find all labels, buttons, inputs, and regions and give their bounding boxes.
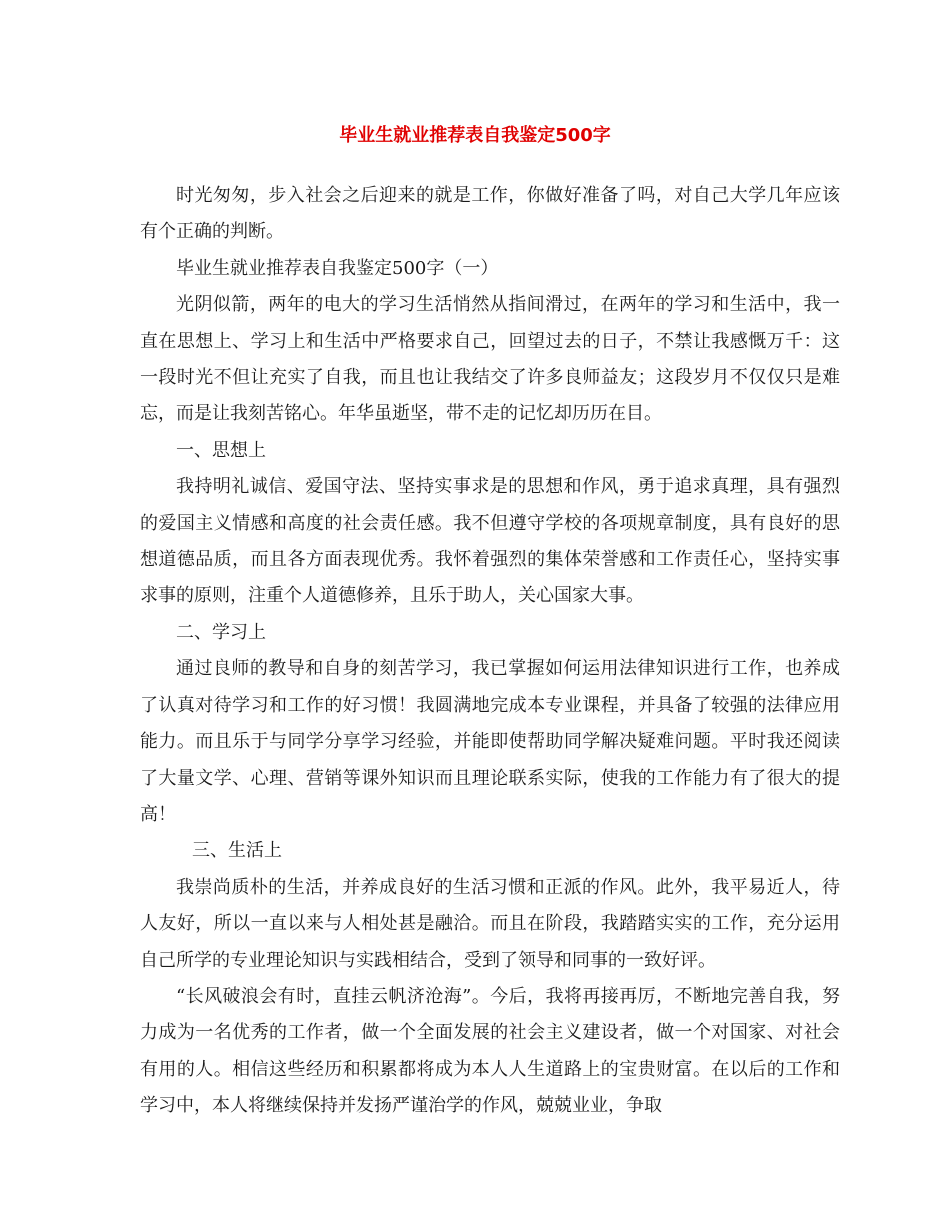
paragraph-3: 通过良师的教导和自身的刻苦学习，我已掌握如何运用法律知识进行工作，也养成了认真对待学习和工作的好习惯！我圆满地完成本专业课程，并具备了较强的法律应用能力。而且乐于与同学分享学习经验，并能即使帮助同学解决疑难问题。平时我还阅读了大量文学、心理、营销等课外知识而且理论联系实际，使我的工作能力有了很大的提高！ [140,658,840,825]
document-title: 毕业生就业推荐表自我鉴定500字 [339,125,611,146]
paragraph-5: “长风破浪会有时，直挂云帆济沧海”。今后，我将再接再厉，不断地完善自我，努力成为一名优秀的工作者，做一个全面发展的社会主义建设者，做一个对国家、对社会有用的人。相信这些经历和积累都将成为本人人生道路上的宝贵财富。在以后的工作和学习中，本人将继续保持并发扬严谨治学的作风，兢兢业业，争取 [140,985,840,1117]
heading-thought: 一、思想上 [176,439,266,461]
heading-life: 三、生活上 [192,840,282,862]
intro-paragraph: 时光匆匆，步入社会之后迎来的就是工作，你做好准备了吗，对自己大学几年应该有个正确的判断。 [140,185,840,243]
paragraph-4: 我崇尚质朴的生活，并养成良好的生活习惯和正派的作风。此外，我平易近人，待人友好，所以一直以来与人相处甚是融洽。而且在阶段，我踏踏实实的工作，充分运用自己所学的专业理论知识与实践相结合，受到了领导和同事的一致好评。 [140,876,840,971]
heading-study: 二、学习上 [176,621,266,643]
paragraph-2: 我持明礼诚信、爱国守法、坚持实事求是的思想和作风，勇于追求真理，具有强烈的爱国主义情感和高度的社会责任感。我不但遵守学校的各项规章制度，具有良好的思想道德品质，而且各方面表现优秀。我怀着强烈的集体荣誉感和工作责任心，坚持实事求事的原则，注重个人道德修养，且乐于助人，关心国家大事。 [140,476,840,607]
section-title: 毕业生就业推荐表自我鉴定500字（一） [176,257,499,279]
paragraph-1: 光阴似箭，两年的电大的学习生活悄然从指间滑过，在两年的学习和生活中，我一直在思想上、学习上和生活中严格要求自己，回望过去的日子，不禁让我感慨万千：这一段时光不但让充实了自我，而且也让我结交了许多良师益友；这段岁月不仅仅只是难忘，而是让我刻苦铭心。年华虽逝坚，带不走的记忆却历历在目。 [140,294,840,425]
document-body [140,178,840,1125]
